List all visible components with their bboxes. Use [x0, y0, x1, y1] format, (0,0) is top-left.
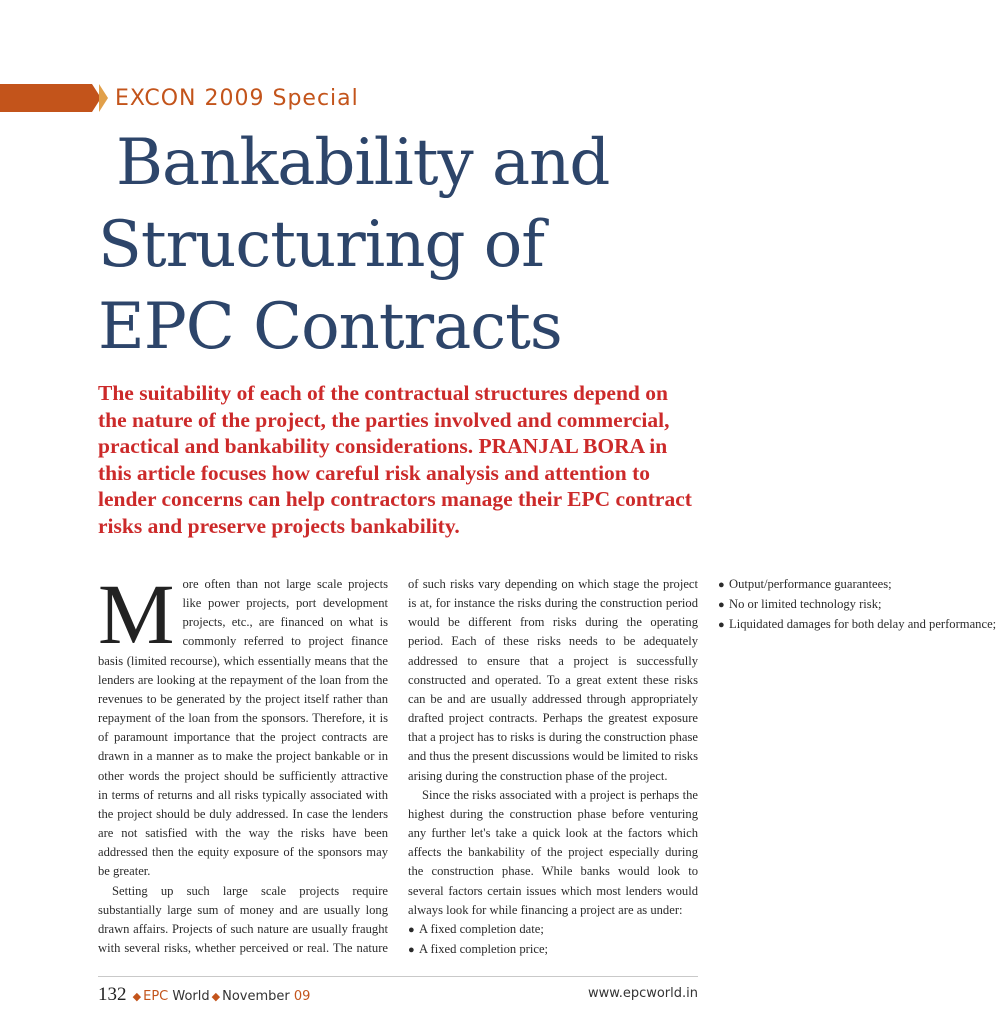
- article-title: [98, 122, 718, 368]
- drop-cap: M: [98, 566, 175, 662]
- section-banner-bar: [0, 84, 92, 112]
- footer-folio: [98, 984, 310, 1006]
- bullet-icon: ●: [718, 619, 725, 632]
- title-line: Structuring of: [98, 208, 544, 282]
- body-paragraph: [98, 566, 388, 882]
- bullet-icon: ●: [408, 943, 415, 956]
- chevron-icon: [99, 84, 108, 112]
- bullet-icon: ●: [718, 579, 725, 591]
- list-item: ● Output/performance guarantees;: [718, 575, 1008, 595]
- body-paragraph: Since the risks associated with a project is perhaps the highest during the construction phase before venturing any further let's take a quick look at the factors which affects the bankability of the project especially during the construction phase. While banks would look to several factors certain issues which most lenders would always look for while financing a project are as under:: [408, 787, 698, 917]
- page-number: 132: [98, 984, 127, 1005]
- paragraph-text: ore often than not large scale projects like power projects, port development projects, etc., are financed on what is commonly referred to project finance basis (limited recourse), which essentially means that the lenders are looking at the repayment of the loan from the revenues to be generated by the project itself rather than repayment of the loan from the sponsors. Therefore, it is of paramount importance that the project contracts are drawn in a manner as to make the project bankable or in other words the project should be sufficiently attractive in terms of returns and all risks typically associated with the project should be duly addressed. In case the lenders are not satisfied with the way the risks have been addressed then the equity exposure of the sponsors may be greater.: [98, 577, 388, 879]
- title-line: Bankability and: [116, 126, 610, 200]
- article-body: [98, 566, 997, 967]
- diamond-icon: ◆: [132, 990, 142, 1003]
- footer-divider: [98, 976, 698, 977]
- section-label: EXCON 2009 Special: [115, 86, 359, 111]
- list-item: ● A fixed completion date;: [408, 920, 698, 940]
- article-standfirst: The suitability of each of the contractual structures depend on the nature of the project, the parties involved and commercial, practical and bankability considerations. PRANJAL BORA in this article focuses how careful risk analysis and attention to lender concerns can help contractors manage their EPC contract risks and preserve projects bankability.: [98, 381, 692, 538]
- issue-month: November: [222, 989, 290, 1004]
- diamond-icon: ◆: [211, 990, 221, 1003]
- title-line: EPC Contracts: [98, 290, 562, 364]
- issue-year: 09: [293, 989, 311, 1004]
- brand-epc: EPC: [143, 989, 169, 1004]
- bullet-icon: ●: [718, 599, 725, 612]
- brand-world: World: [172, 989, 210, 1004]
- website-url: www.epcworld.in: [587, 986, 698, 1001]
- body-paragraph: Setting up such large scale projects require substantially large sum of money and are usually long drawn affairs. Projects of such nature are usually fraught with several risks, whether perceived or real. The nature of such risks vary depending on which stage the project is at, for instance the risks during the construction period would be different from risks during the operating period. Each of these risks needs to be adequately addressed to ensure that a project is successfully constructed and operated. To a great extent these risks can be and are usually addressed through appropriately drafted project contracts. Perhaps the greatest exposure that a project has to risks is during the construction phase and thus the present discussions would be limited to risks arising during the construction phase of the project.: [98, 577, 698, 955]
- list-item: ● A fixed completion price;: [408, 940, 698, 960]
- bullet-icon: ●: [408, 923, 415, 936]
- list-item: ● No or limited technology risk;: [718, 595, 1008, 615]
- list-item: ● Liquidated damages for both delay and performance;: [718, 615, 1008, 635]
